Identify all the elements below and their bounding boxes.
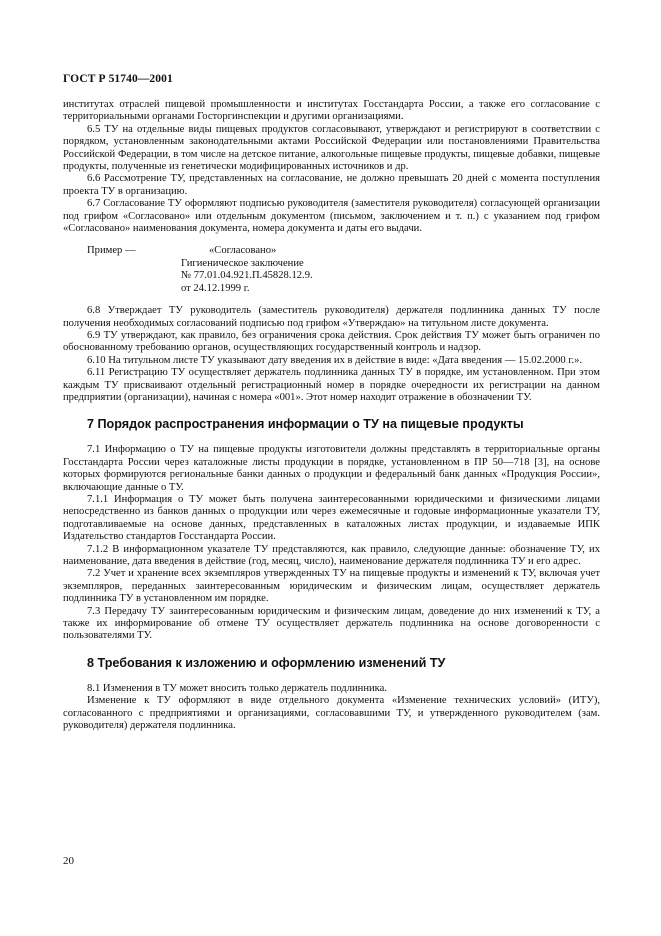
example-label: Пример — [87,245,136,257]
document-body [63,99,600,732]
paragraph-7-1: 7.1 Информацию о ТУ на пищевые продукты изготовители должны представлять в территориальные органы Госстандарта России через каталожные листы продукции в порядке, установленном в ПР 50—718 [3], на основе которых формируются региональные банки данных о продукции и федеральный банк данных «Продукция России», включающие данные о ТУ. [63,444,600,493]
paragraph-7-2: 7.2 Учет и хранение всех экземпляров утвержденных ТУ на пищевые продукты и изменений к ТУ, включая учет экземпляров, переданных заинтересованным юридическим и физическим лицам, осуществляет держатель подлинника ТУ в установленном им порядке. [63,568,600,605]
paragraph-8-1-cont: Изменение к ТУ оформляют в виде отдельного документа «Изменение технических условий» (ИТУ), согласованного с предприятиями и организациями, согласовавшими ТУ, и утвержденного руководителем (зам. руководителя) держателя подлинника. [63,695,600,732]
paragraph: институтах отраслей пищевой промышленности и институтах Госстандарта России, а также его согласование с территориальными органами Госторгинспекции и другими организациями. [63,99,600,123]
paragraph-6-10: 6.10 На титульном листе ТУ указывают дату введения их в действие в виде: «Дата введения — 15.02.2000 г.». [87,354,583,366]
paragraph-7-1-2: 7.1.2 В информационном указателе ТУ представляются, как правило, следующие данные: обозначение ТУ, их наименование, дата введения в действие (год, месяц, число), наименование держателя подлинника ТУ и его адрес. [63,543,600,567]
running-header: ГОСТ Р 51740—2001 [63,73,173,85]
example-lines [181,245,313,295]
page-number: 20 [63,855,74,867]
example-line: «Согласовано» [209,245,277,257]
paragraph-6-9: 6.9 ТУ утверждают, как правило, без ограничения срока действия. Срок действия ТУ может быть ограничен по обоснованному требованию органов, осуществляющих государственный контроль и надзор. [63,329,600,354]
example-line: от 24.12.1999 г. [181,282,250,294]
section-8-heading: 8 Требования к изложению и оформлению изменений ТУ [87,655,446,670]
example-block [87,245,600,295]
example-line: Гигиеническое заключение [181,257,304,269]
paragraph-7-3: 7.3 Передачу ТУ заинтересованным юридическим и физическим лицам, доведение до них изменений к ТУ, а также их информирование об отмене ТУ осуществляет держатель подлинника на основе договоренности с пользователями ТУ. [63,605,600,642]
example-line: № 77.01.04.921.П.45828.12.9. [181,270,313,282]
paragraph-6-11: 6.11 Регистрацию ТУ осуществляет держатель подлинника данных ТУ в порядке, им установленном. При этом каждым ТУ присваивают отдельный регистрационный номер в порядке очередности их регистрации на данном предприятии (организации), начиная с номера «001». Этот номер находит отражение в обозначении ТУ. [63,367,600,403]
paragraph-7-1-1: 7.1.1 Информация о ТУ может быть получена заинтересованными юридическими и физическими лицами непосредственно из банков данных о продукции или через ежемесячные и годовые информационные указатели ТУ, подготавливаемые на основе данных, представленных в каталожных листах продукции, и издаваемые ИПК Издательство стандартов Госстандарта России. [63,493,600,543]
paragraph-6-7: 6.7 Согласование ТУ оформляют подписью руководителя (заместителя руководителя) согласующей организации под грифом «Согласовано» или отдельным документом (письмом, заключением и т. п.) с указанием под грифом «Согласовано» наименования документа, номера документа и даты его выдачи. [63,198,600,235]
paragraph-6-8: 6.8 Утверждает ТУ руководитель (заместитель руководителя) держателя подлинника данных ТУ после получения необходимых согласований подписью под грифом «Утверждаю» на титульном листе документа. [63,305,600,329]
paragraph-8-1: 8.1 Изменения в ТУ может вносить только держатель подлинника. [87,682,387,694]
paragraph-6-6: 6.6 Рассмотрение ТУ, представленных на согласование, не должно превышать 20 дней с момента поступления проекта ТУ в организацию. [63,173,600,197]
section-7-heading: 7 Порядок распространения информации о ТУ на пищевые продукты [87,417,524,432]
paragraph-6-5: 6.5 ТУ на отдельные виды пищевых продуктов согласовывают, утверждают и регистрируют в соответствии с порядком, установленным законодательными актами Российской Федерации или постановлениями Правительства Российской Федерации, в том числе на детское питание, алкогольные пищевые продукты, пищевые добавки, пищевые продукты, полученные из генетически модифицированных источников и др. [63,123,600,173]
